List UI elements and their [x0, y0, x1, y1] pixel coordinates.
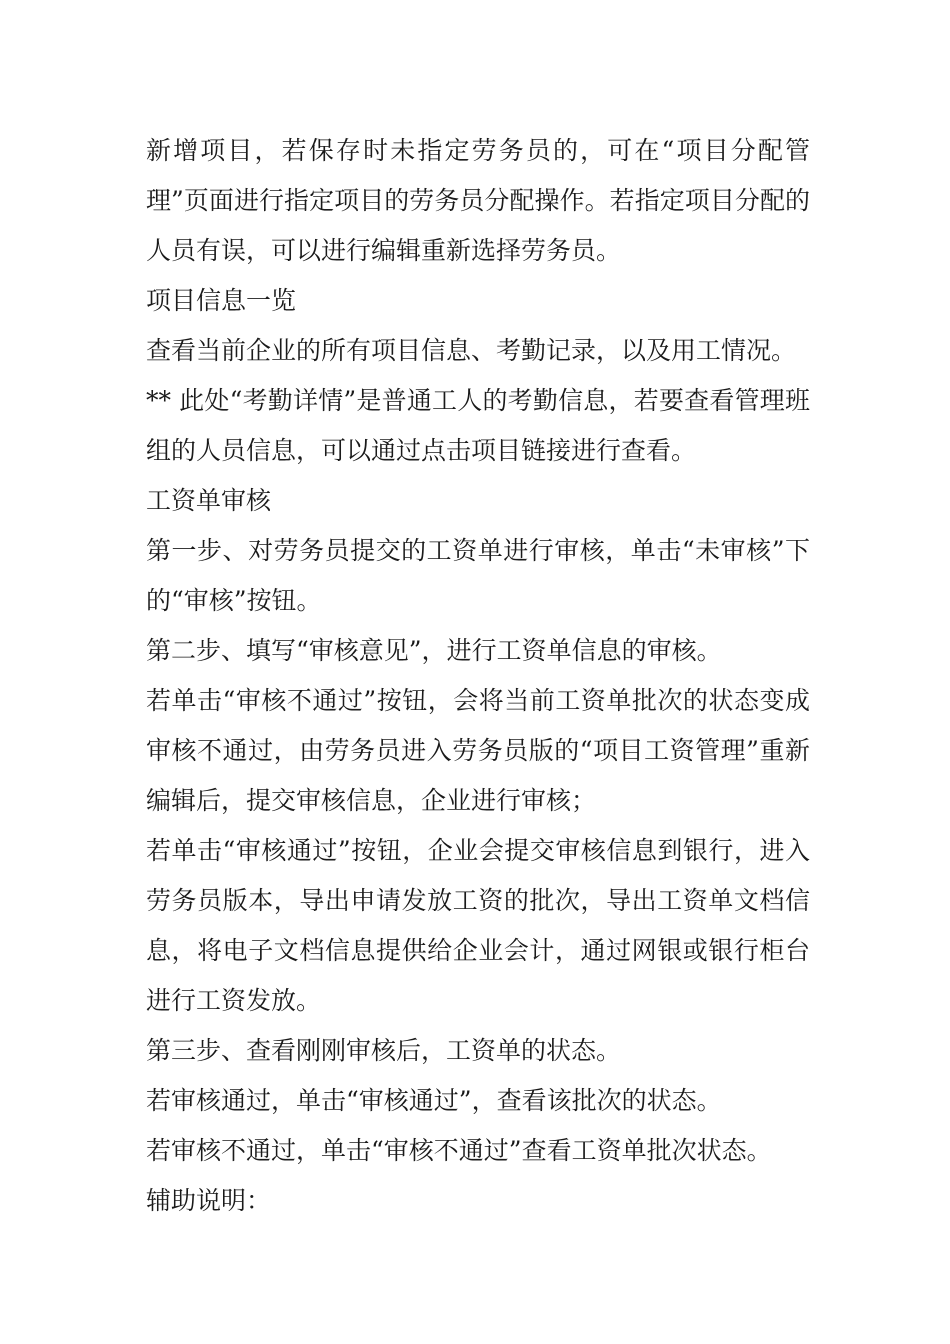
paragraph-view-projects: 查看当前企业的所有项目信息、考勤记录，以及用工情况。 — [146, 336, 797, 365]
section-heading-project-overview: 项目信息一览 — [146, 286, 297, 315]
paragraph-step-one: 第一步、对劳务员提交的工资单进行审核，单击“未审核”下的“审核”按钮。 — [146, 536, 810, 615]
paragraph-check-rejected: 若审核不通过，单击“审核不通过”查看工资单批次状态。 — [146, 1136, 772, 1165]
section-heading-auxiliary-notes: 辅助说明： — [146, 1186, 272, 1215]
paragraph-attendance-note: ** 此处“考勤详情”是普通工人的考勤信息，若要查看管理班组的人员信息，可以通过点击项目链接进行查看。 — [146, 386, 810, 465]
document-body — [146, 126, 810, 1226]
paragraph-review-approved: 若单击“审核通过”按钮，企业会提交审核信息到银行，进入劳务员版本，导出申请发放工资的批次，导出工资单文档信息，将电子文档信息提供给企业会计，通过网银或银行柜台进行工资发放。 — [146, 836, 810, 1015]
paragraph-step-two: 第二步、填写“审核意见”，进行工资单信息的审核。 — [146, 636, 722, 665]
paragraph-review-rejected: 若单击“审核不通过”按钮，会将当前工资单批次的状态变成审核不通过，由劳务员进入劳务员版的“项目工资管理”重新编辑后，提交审核信息，企业进行审核； — [146, 686, 810, 815]
paragraph-step-three: 第三步、查看刚刚审核后，工资单的状态。 — [146, 1036, 622, 1065]
paragraph-check-approved: 若审核通过，单击“审核通过”，查看该批次的状态。 — [146, 1086, 722, 1115]
section-heading-payroll-review: 工资单审核 — [146, 486, 272, 515]
paragraph-project-assignment: 新增项目，若保存时未指定劳务员的，可在“项目分配管理”页面进行指定项目的劳务员分配操作。若指定项目分配的人员有误，可以进行编辑重新选择劳务员。 — [146, 136, 810, 265]
